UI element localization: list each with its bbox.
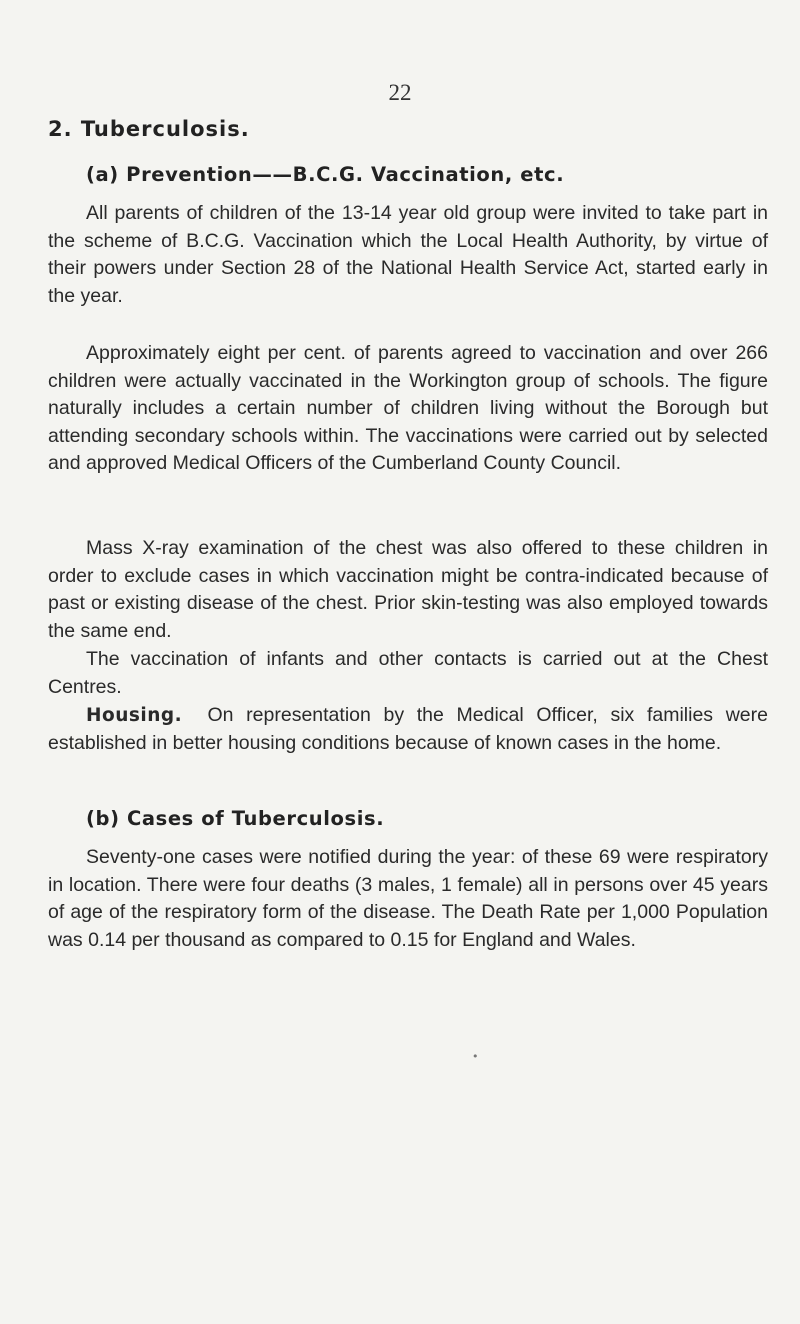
section-heading: 2. Tuberculosis. bbox=[48, 117, 250, 141]
paragraph-vaccination-uptake: Approximately eight per cent. of parents agreed to vaccination and over 266 children were actually vaccinated in the Workington group of schools. The figure naturally includes a certain number of children living without the Borough but attending secondary schools within. The vaccinations were carried out by selected and approved Medical Officers of the Cumberland County Council. bbox=[48, 342, 768, 474]
paragraph-mass-xray: Mass X-ray examination of the chest was also offered to these children in order to exclude cases in which vaccination might be contra-indicated because of past or existing disease of the chest. Prior skin-testing was also employed towards the same end. bbox=[48, 537, 768, 642]
page-number: 22 bbox=[388, 80, 412, 105]
paragraph-cases: Seventy-one cases were notified during the year: of these 69 were respiratory in location. There were four deaths (3 males, 1 female) all in persons over 45 years of age of the respiratory form of the disease. The Death Rate per 1,000 Population was 0.14 per thousand as compared to 0.15 for England and Wales. bbox=[48, 846, 768, 951]
housing-text: On representation by the Medical Officer, six families were established in better housing conditions because of known cases in the home. bbox=[48, 704, 768, 754]
speck-mark: • bbox=[472, 1050, 479, 1063]
paragraph-bcg-scheme: All parents of children of the 13-14 year old group were invited to take part in the scheme of B.C.G. Vaccination which the Local Health Authority, by virtue of their powers under Section 28 of the National Health Service Act, started early in the year. bbox=[48, 202, 768, 307]
paragraph-infant-vaccination: The vaccination of infants and other contacts is carried out at the Chest Centres. bbox=[48, 648, 768, 698]
subsection-b-heading: (b) Cases of Tuberculosis. bbox=[86, 807, 385, 830]
housing-heading: Housing. bbox=[86, 705, 183, 726]
paragraph-housing bbox=[48, 702, 768, 757]
subsection-a-heading: (a) Prevention——B.C.G. Vaccination, etc. bbox=[86, 163, 565, 186]
